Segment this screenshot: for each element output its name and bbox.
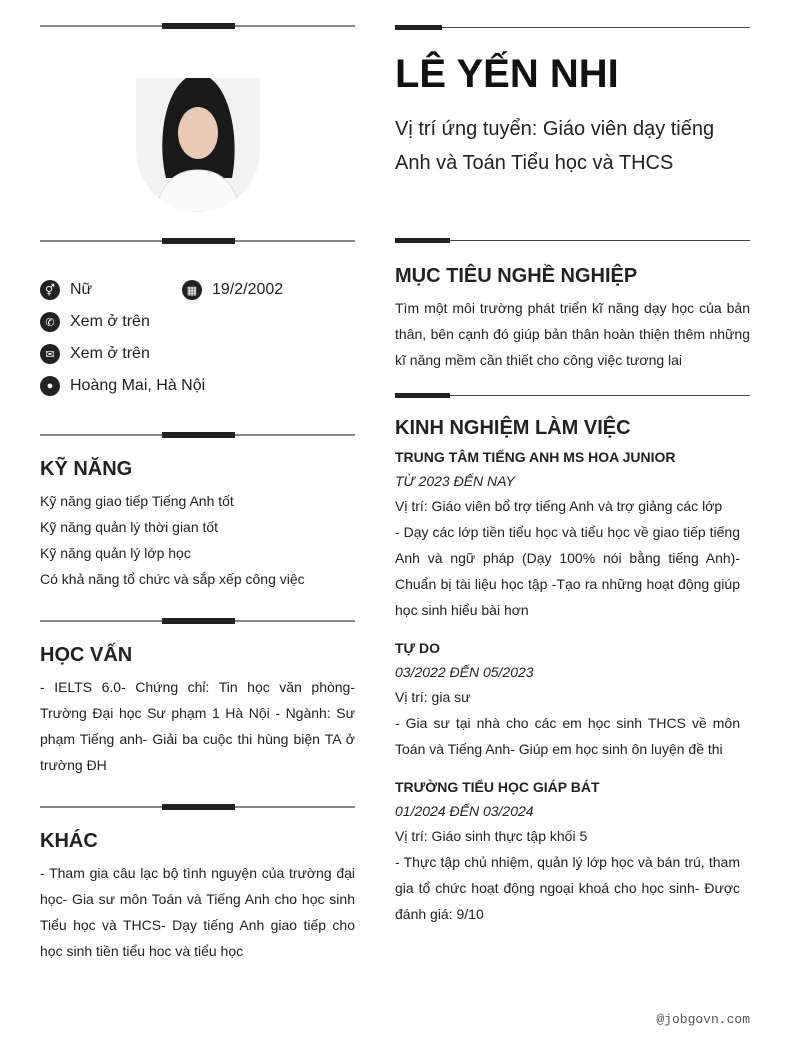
- objective-heading: MỤC TIÊU NGHỀ NGHIỆP: [395, 265, 638, 287]
- divider: [40, 804, 355, 810]
- job-company: TỰ DO: [395, 640, 441, 656]
- objective-text: Tìm một môi trường phát triển kĩ năng dạy học của bản thân, bên cạnh đó giúp bản thân hoàn thiện thêm những kĩ năng mềm cần thiết cho công việc tương lai: [395, 300, 750, 368]
- skill-item: Có khả năng tổ chức và sắp xếp công việc: [40, 571, 305, 587]
- divider: [40, 432, 355, 438]
- phone-value: Xem ở trên: [70, 313, 150, 330]
- experience-heading: KINH NGHIỆM LÀM VIỆC: [395, 417, 631, 439]
- gender-value: Nữ: [70, 281, 93, 298]
- avatar: [136, 78, 260, 212]
- phone-icon: ✆: [40, 312, 60, 332]
- job-entry: [395, 775, 740, 927]
- job-description: - Thực tập chủ nhiệm, quản lý lớp học và bán trú, tham gia tổ chức hoạt động ngoại khoá cho học sinh- Được đánh giá: 9/10: [395, 854, 740, 922]
- mail-icon: ✉: [40, 344, 60, 364]
- divider: [40, 23, 355, 29]
- job-company: TRUNG TÂM TIẾNG ANH MS HOA JUNIOR: [395, 449, 676, 465]
- job-role: Vị trí: Giáo viên bổ trợ tiếng Anh và trợ giảng các lớp: [395, 498, 723, 514]
- email-info: [40, 344, 150, 364]
- job-role: Vị trí: gia sư: [395, 689, 471, 705]
- candidate-name: LÊ YẾN NHI: [395, 52, 619, 96]
- job-date: TỪ 2023 ĐẾN NAY: [395, 473, 515, 489]
- address-value: Hoàng Mai, Hà Nội: [70, 377, 206, 394]
- calendar-icon: ▦: [182, 280, 202, 300]
- position-title: Vị trí ứng tuyển: Giáo viên dạy tiếng Anh và Toán Tiểu học và THCS: [395, 118, 715, 174]
- divider: [395, 393, 750, 398]
- skill-item: Kỹ năng giao tiếp Tiếng Anh tốt: [40, 493, 234, 509]
- skill-item: Kỹ năng quản lý lớp học: [40, 545, 191, 561]
- other-text: - Tham gia câu lạc bộ tình nguyện của trường đại học- Gia sư môn Toán và Tiếng Anh cho học sinh Tiểu học và THCS- Dạy tiếng Anh giao tiếp cho học sinh tiền tiểu hoc và tiểu học: [40, 865, 355, 959]
- gender-icon: ⚥: [40, 280, 60, 300]
- address-info: [40, 376, 205, 396]
- job-role: Vị trí: Giáo sinh thực tập khối 5: [395, 828, 588, 844]
- skills-list: [40, 488, 355, 592]
- email-value: Xem ở trên: [70, 345, 150, 362]
- job-entry: [395, 445, 740, 623]
- divider: [395, 25, 750, 30]
- dob-info: [182, 280, 283, 300]
- divider: [395, 238, 750, 243]
- job-company: TRƯỜNG TIỂU HỌC GIÁP BÁT: [395, 779, 600, 795]
- other-heading: KHÁC: [40, 830, 98, 852]
- skill-item: Kỹ năng quản lý thời gian tốt: [40, 519, 219, 535]
- watermark: @jobgovn.com: [656, 1012, 750, 1027]
- gender-info: [40, 280, 92, 300]
- location-pin-icon: ●: [40, 376, 60, 396]
- job-date: 01/2024 ĐẾN 03/2024: [395, 803, 534, 819]
- skills-heading: KỸ NĂNG: [40, 458, 133, 480]
- job-date: 03/2022 ĐẾN 05/2023: [395, 664, 534, 680]
- divider: [40, 618, 355, 624]
- job-description: - Gia sư tại nhà cho các em học sinh THCS về môn Toán và Tiếng Anh- Giúp em học sinh ôn luyện đề thi: [395, 715, 740, 757]
- job-description: - Dạy các lớp tiền tiểu học và tiểu học về giao tiếp tiếng Anh và ngữ pháp (Dạy 100% nói bằng tiếng Anh)-Chuẩn bị tài liệu học tập -Tạo ra những hoạt động giúp học sinh hiểu bài hơn: [395, 524, 740, 618]
- divider: [40, 238, 355, 244]
- phone-info: [40, 312, 150, 332]
- education-text: - IELTS 6.0- Chứng chỉ: Tin học văn phòng- Trường Đại học Sư phạm 1 Hà Nội - Ngành: Sư phạm Tiếng anh- Giải ba cuộc thi hùng biện TA ở trường ĐH: [40, 679, 355, 773]
- job-entry: [395, 636, 740, 762]
- education-heading: HỌC VẤN: [40, 644, 133, 666]
- dob-value: 19/2/2002: [212, 281, 284, 298]
